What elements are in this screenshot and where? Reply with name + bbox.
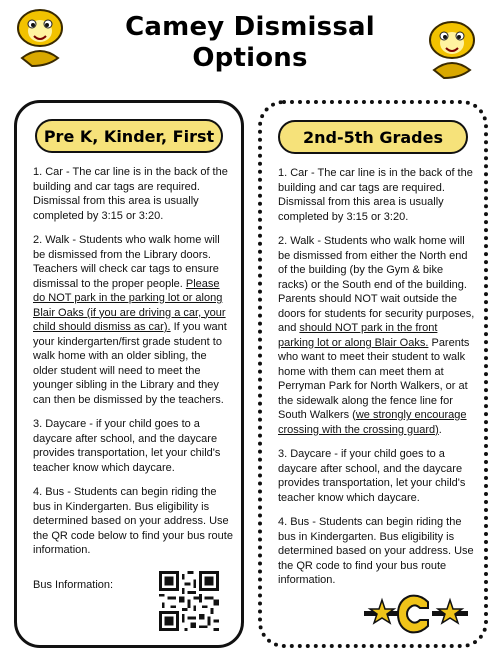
option-text: - The car line is in the back of the building and car tags are required. Dismissal from this area is usually completed by 3:15 or 3:20. (33, 166, 228, 222)
option-daycare (33, 417, 233, 475)
bus-information-label: Bus Information: (33, 579, 114, 591)
option-lead: 4. Bus (278, 516, 310, 528)
cobra-mascot-icon (8, 4, 72, 68)
qr-code-icon[interactable] (159, 571, 219, 631)
option-car (278, 166, 476, 224)
camey-c-star-logo-icon (364, 594, 468, 634)
panel-prek-first (14, 100, 244, 648)
page-title (100, 12, 400, 74)
option-walk (33, 233, 233, 407)
option-lead: 3. Daycare (33, 418, 87, 430)
option-text: If you want your kindergarten/first grade student to walk home with an older sibling, the older student will need to meet the younger sibling in the Library and they can then be dismissed by the teachers. (33, 321, 227, 406)
option-walk (278, 234, 476, 437)
option-bus (278, 515, 476, 588)
panel-body (278, 166, 476, 598)
option-lead: 2. Walk (33, 234, 70, 246)
option-lead: 1. Car (33, 166, 63, 178)
title-line-1: Camey Dismissal (125, 12, 375, 42)
option-text: - Students who walk home will be dismissed from the Library doors. Teachers will check car tags to ensure dismissal to the proper people. (33, 234, 220, 290)
option-text: . (438, 423, 442, 436)
option-text: - if your child goes to a daycare after school, and the daycare provides transportation, let your child's teacher know which daycare. (278, 448, 466, 504)
option-warning: Please do NOT park in the parking lot or along Blair Oaks (if you are driving a car, your child should dismiss as car). (33, 277, 226, 333)
option-lead: 3. Daycare (278, 448, 332, 460)
option-lead: 1. Car (278, 167, 308, 179)
option-daycare (278, 447, 476, 505)
panel-2nd-5th (258, 100, 488, 648)
option-text: - if your child goes to a daycare after school, and the daycare provides transportation, let your child's teacher know which daycare. (33, 418, 221, 474)
option-text: - Students can begin riding the bus in Kindergarten. Bus eligibility is determined based on your address. Use the QR code below to find your bus route information. (33, 486, 233, 556)
option-car (33, 165, 233, 223)
option-lead: 2. Walk (278, 235, 315, 247)
title-line-2: Options (192, 43, 308, 73)
option-text: - The car line is in the back of the building and car tags are required. Dismissal from this area is usually completed by 3:15 or 3:20. (278, 167, 473, 223)
option-text: - Students can begin riding the bus in Kindergarten. Bus eligibility is determined based on your address. Use the QR code to find your bus route information. (278, 516, 474, 586)
option-text: Parents who want to meet their student to walk home with them can meet them at Perryman Park for North Walkers, or at the sidewalk along the fence line for South Walkers ( (278, 336, 470, 421)
panel-heading: Pre K, Kinder, First (35, 119, 223, 153)
option-bus (33, 485, 233, 558)
option-text: - Students who walk home will be dismissed from either the North end of the building (by the Gym & bike racks) or the South end of the building. Parents should NOT wait outside the doors for students for security purposes, and (278, 235, 475, 334)
cobra-mascot-icon (420, 16, 484, 80)
option-lead: 4. Bus (33, 486, 65, 498)
option-warning: should NOT park in the front parking lot or along Blair Oaks. (278, 322, 438, 349)
panel-body (33, 165, 233, 568)
option-warning: we strongly encourage crossing with the crossing guard) (278, 409, 467, 436)
panel-heading: 2nd-5th Grades (278, 120, 468, 154)
